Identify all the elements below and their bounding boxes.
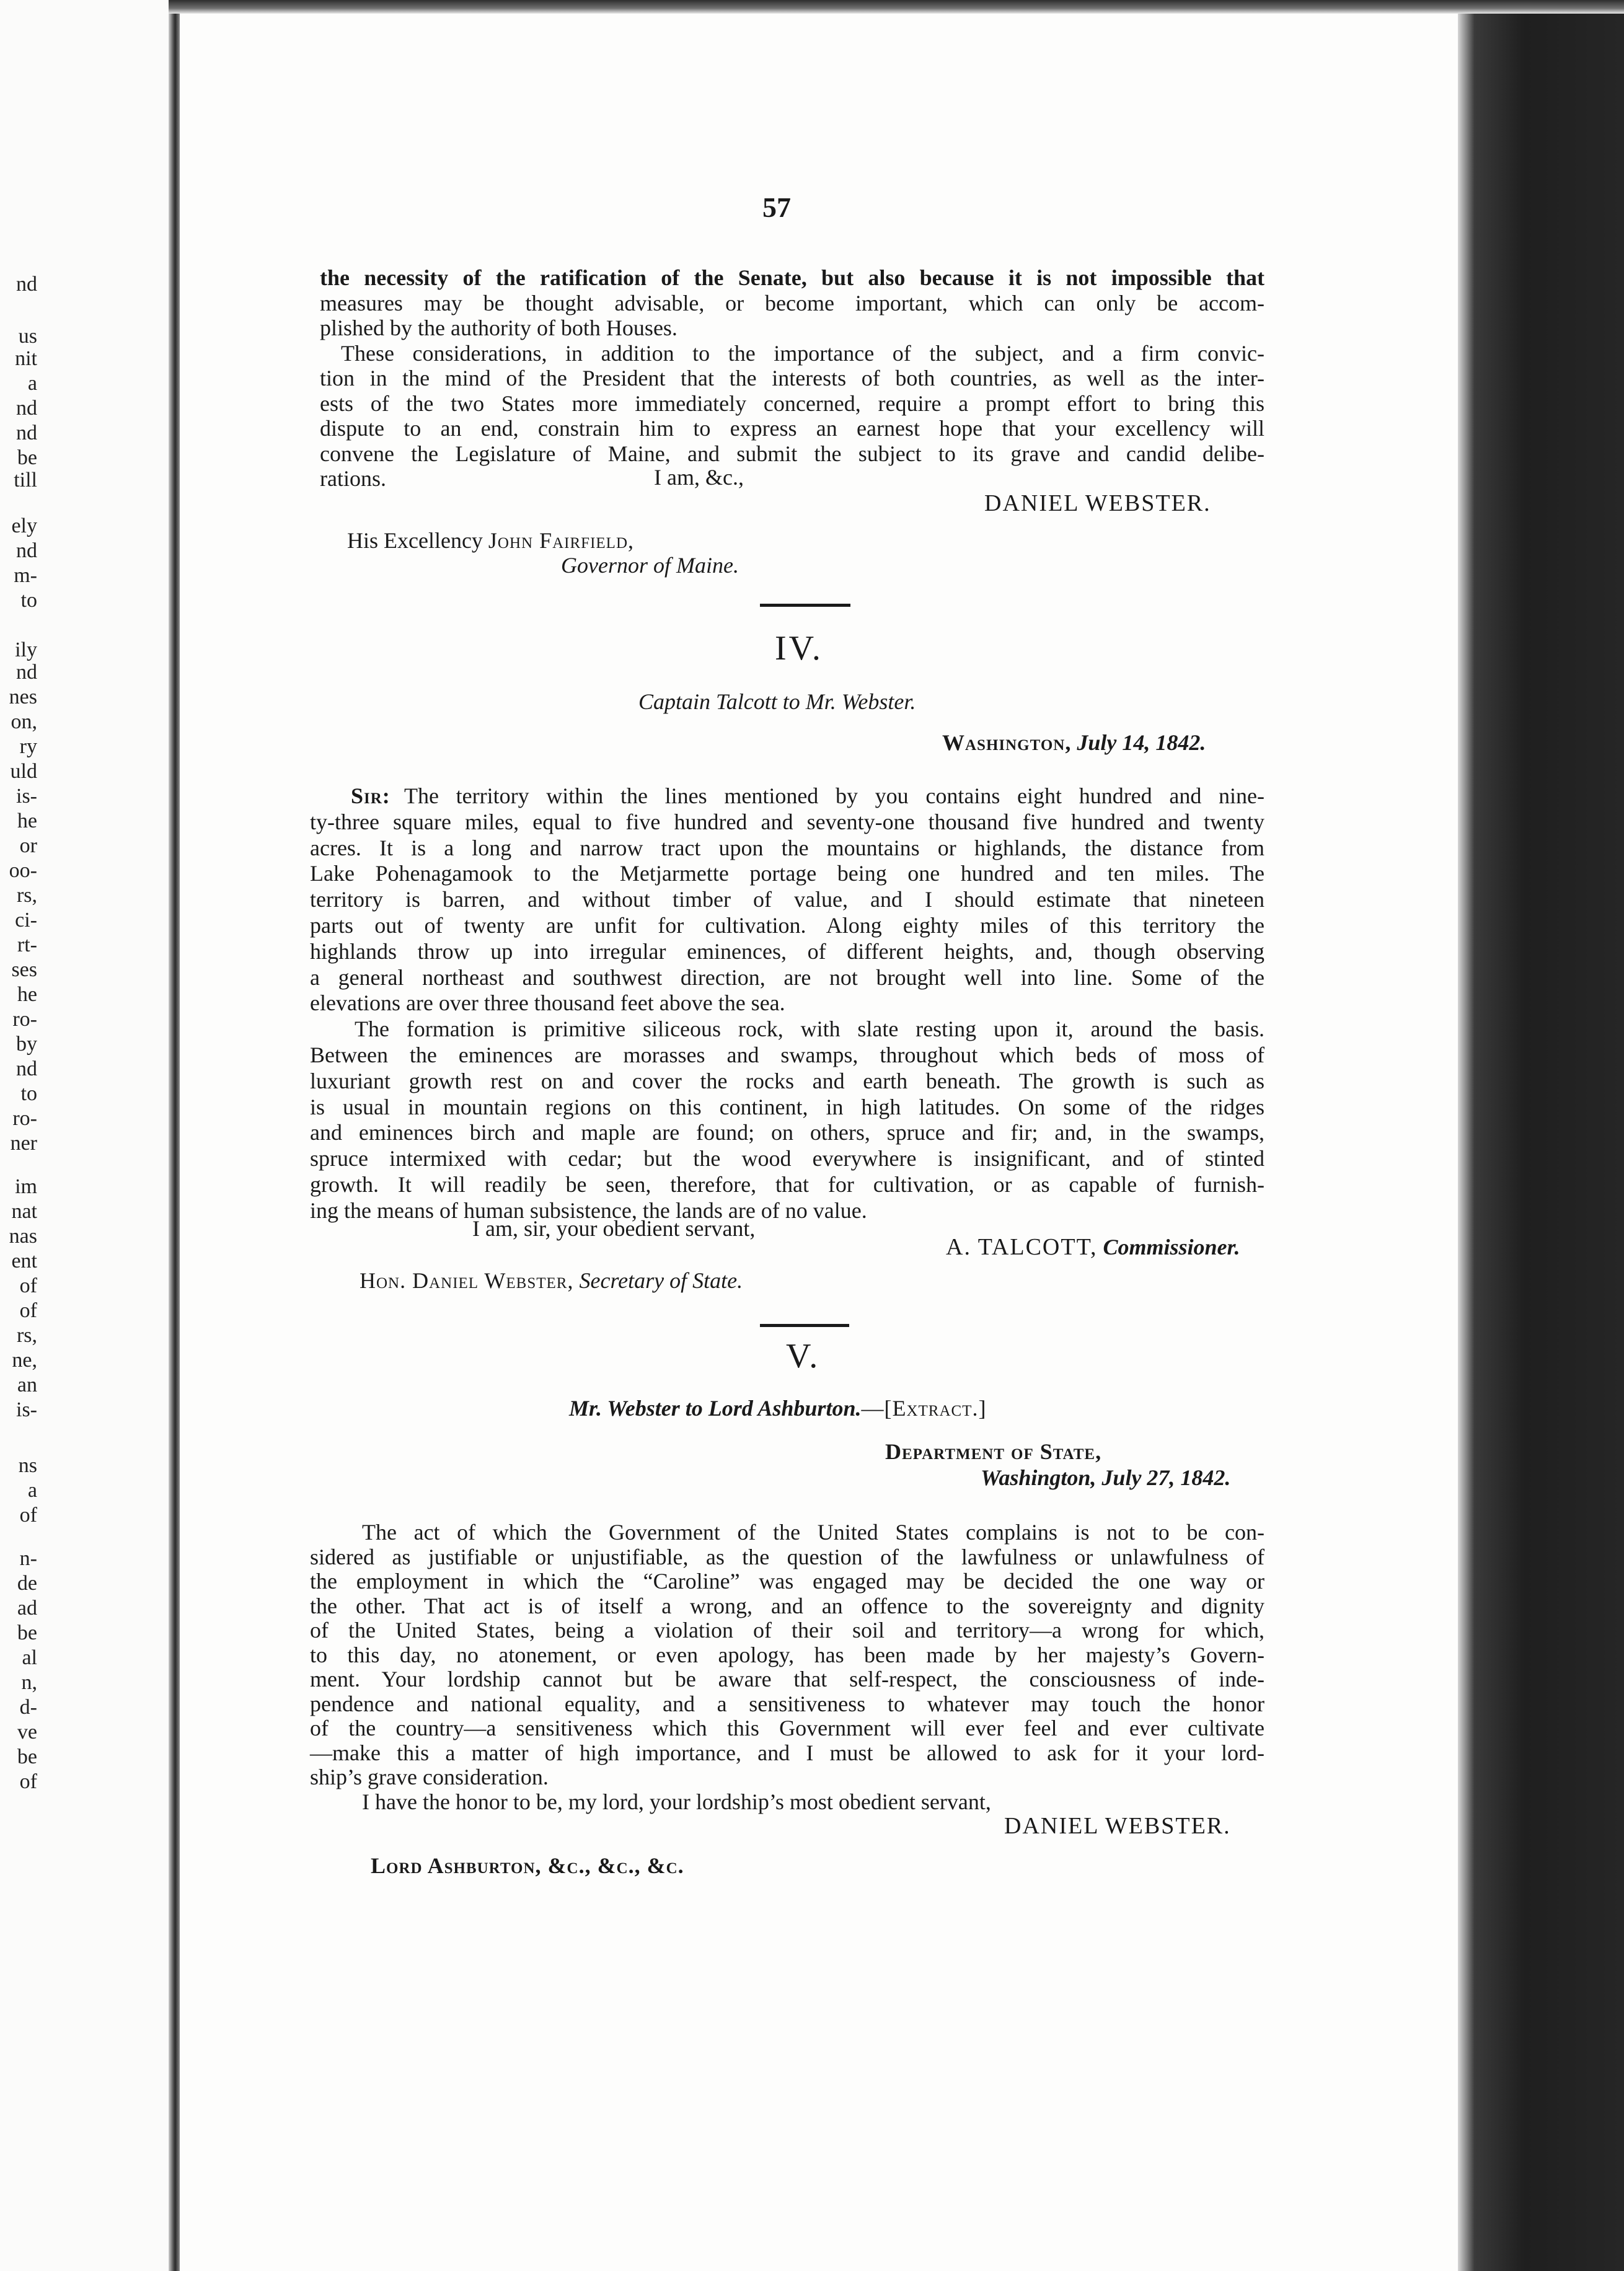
facing-page-fragment: ro- bbox=[12, 1008, 37, 1031]
binding-gutter bbox=[169, 0, 180, 2271]
facing-page-fragment: to bbox=[20, 1082, 37, 1105]
section-divider bbox=[760, 1324, 849, 1327]
letter-5-date: Washington, July 27, 1842. bbox=[981, 1465, 1231, 1490]
letter-3-addressee-title: Governor of Maine. bbox=[561, 553, 739, 578]
facing-page-fragment: nd bbox=[16, 273, 37, 296]
facing-page-fragment: ent bbox=[11, 1250, 37, 1272]
addressee-prefix: His Excellency bbox=[347, 528, 488, 553]
letter-5-heading: Mr. Webster to Lord Ashburton. bbox=[569, 1396, 862, 1421]
letter-4-addressee bbox=[360, 1268, 743, 1293]
letter-4-signature: A. TALCOTT, bbox=[946, 1234, 1098, 1260]
body-line: I have the honor to be, my lord, your lordship’s most obedient servant, bbox=[362, 1789, 991, 1814]
facing-page-fragment: ily bbox=[15, 638, 37, 661]
facing-page-fragment: or bbox=[19, 834, 37, 857]
facing-page-fragment: ely bbox=[11, 514, 37, 537]
facing-page-fragment: of bbox=[19, 1274, 37, 1297]
facing-page-fragment: ci- bbox=[15, 909, 37, 932]
facing-page-fragment: nes bbox=[9, 686, 37, 708]
body-line: The act of which the Government of the United States complains is not to be con- bbox=[362, 1520, 1264, 1545]
facing-page-fragment: a bbox=[27, 372, 37, 395]
body-line: acres. It is a long and narrow tract upon the mountains or highlands, the distance from bbox=[310, 835, 1264, 860]
body-line: the other. That act is of itself a wrong, and an offence to the sovereignty and dignity bbox=[310, 1593, 1264, 1618]
letter-5-heading-tag: —[Extract.] bbox=[861, 1396, 987, 1421]
body-line: These considerations, in addition to the importance of the subject, and a firm convic- bbox=[341, 340, 1264, 366]
addressee-name: Hon. Daniel Webster, bbox=[360, 1268, 574, 1293]
body-line: of the United States, being a violation of their soil and territory—a wrong for which, bbox=[310, 1618, 1264, 1643]
body-line: Between the eminences are morasses and swamps, throughout which beds of moss of bbox=[310, 1043, 1264, 1067]
letter-4-salutation: Sir: bbox=[351, 783, 391, 808]
facing-page-fragment: n, bbox=[21, 1671, 37, 1694]
facing-page-fragment: of bbox=[19, 1770, 37, 1793]
letter-4-heading: Captain Talcott to Mr. Webster. bbox=[638, 689, 916, 714]
body-line: ty-three square miles, equal to five hundred and seventy-one thousand five hundred and twenty bbox=[310, 809, 1264, 834]
facing-page-fragment: nd bbox=[16, 397, 37, 420]
body-line: The territory within the lines mentioned by you contains eight hundred and nine- bbox=[404, 783, 1264, 808]
facing-page-fragment: ve bbox=[17, 1721, 37, 1744]
body-line: a general northeast and southwest direction, are not brought well into line. Some of the bbox=[310, 964, 1264, 990]
body-line: rations. bbox=[320, 466, 386, 491]
body-line: luxuriant growth rest on and cover the rocks and earth beneath. The growth is such as bbox=[310, 1068, 1264, 1093]
body-line: elevations are over three thousand feet above the sea. bbox=[310, 990, 785, 1016]
facing-page-fragment: rs, bbox=[16, 884, 37, 907]
page-number: 57 bbox=[762, 192, 791, 223]
facing-page-fragment: nd bbox=[16, 661, 37, 684]
body-line: ment. Your lordship cannot but be aware that self-respect, the consciousness of inde- bbox=[310, 1667, 1264, 1691]
body-line: to this day, no atonement, or even apology, has been made by her majesty’s Govern- bbox=[310, 1642, 1264, 1667]
facing-page-fragment: nit bbox=[15, 347, 37, 370]
facing-page-fragment: nat bbox=[11, 1200, 37, 1223]
body-line: the employment in which the “Caroline” was engaged may be decided the one way or bbox=[310, 1569, 1264, 1594]
addressee-name: John Fairfield, bbox=[488, 528, 634, 553]
facing-page-fragment: us bbox=[18, 325, 37, 348]
body-line: —make this a matter of high importance, and I must be allowed to ask for it your lord- bbox=[310, 1740, 1264, 1765]
body-line: pendence and national equality, and a sensitiveness to whatever may touch the honor bbox=[310, 1691, 1264, 1716]
body-line: Lake Pohenagamook to the Metjarmette portage being one hundred and ten miles. The bbox=[310, 861, 1264, 886]
facing-page-fragment: of bbox=[19, 1504, 37, 1527]
facing-page-fragment: till bbox=[14, 469, 37, 492]
letter-5-heading-line bbox=[569, 1396, 986, 1421]
letter-4-signature-line bbox=[946, 1235, 1240, 1259]
facing-page-fragment: is- bbox=[16, 785, 37, 808]
facing-page-fragment: d- bbox=[19, 1696, 37, 1719]
facing-page-fragment: al bbox=[22, 1646, 37, 1669]
facing-page-fragment: rs, bbox=[16, 1324, 37, 1347]
facing-page-fragment: ns bbox=[18, 1454, 37, 1477]
facing-page-fragment: de bbox=[17, 1572, 37, 1595]
facing-page-fragment: uld bbox=[10, 760, 37, 783]
facing-page-fragment: he bbox=[17, 983, 37, 1006]
section-divider bbox=[760, 604, 850, 607]
facing-page-fragment: n- bbox=[19, 1547, 37, 1570]
body-line: ship’s grave consideration. bbox=[310, 1765, 549, 1789]
facing-page-fragment: to bbox=[20, 589, 37, 612]
facing-page-fragment: oo- bbox=[9, 859, 37, 882]
letter-4-date: July 14, 1842. bbox=[1071, 730, 1206, 755]
body-line: ests of the two States more immediately concerned, require a prompt effort to bring this bbox=[320, 390, 1264, 416]
body-line: ing the means of human subsistence, the lands are of no value. bbox=[310, 1197, 867, 1223]
facing-page-fragment: be bbox=[17, 1745, 37, 1768]
body-line: territory is barren, and without timber of value, and I should estimate that nineteen bbox=[310, 887, 1264, 912]
facing-page-fragment: he bbox=[17, 809, 37, 832]
facing-page-fragment: nas bbox=[9, 1225, 37, 1248]
facing-page-fragment: be bbox=[17, 1621, 37, 1644]
facing-page-fragment: of bbox=[19, 1299, 37, 1322]
facing-page-fragment: a bbox=[27, 1479, 37, 1502]
body-line: measures may be thought advisable, or become important, which can only be accom- bbox=[320, 290, 1264, 315]
body-line: growth. It will readily be seen, therefore, that for cultivation, or as capable of furnish- bbox=[310, 1172, 1264, 1197]
facing-page-fragment: an bbox=[17, 1374, 37, 1396]
facing-page-fragment: m- bbox=[14, 564, 37, 587]
letter-4-closing: I am, sir, your obedient servant, bbox=[472, 1216, 756, 1241]
facing-page-fragment: nd bbox=[16, 539, 37, 562]
body-line: parts out of twenty are unfit for cultivation. Along eighty miles of this territory the bbox=[310, 913, 1264, 938]
facing-page-fragment: ro- bbox=[12, 1107, 37, 1130]
body-line: the necessity of the ratification of the Senate, but also because it is not impossible that bbox=[320, 265, 1264, 290]
letter-4-place: Washington, bbox=[942, 730, 1072, 755]
facing-page-fragment: rt- bbox=[17, 933, 37, 956]
body-line: tion in the mind of the President that the interests of both countries, as well as the inter- bbox=[320, 366, 1264, 390]
section-numeral-iv: IV. bbox=[775, 629, 823, 668]
body-line: is usual in mountain regions on this continent, in high latitudes. On some of the ridges bbox=[310, 1094, 1264, 1119]
letter-4-dateline bbox=[942, 730, 1206, 755]
facing-page-fragment: ne, bbox=[12, 1349, 37, 1372]
page-edge-shadow bbox=[1458, 0, 1624, 2271]
letter-5-signature: DANIEL WEBSTER. bbox=[1004, 1813, 1231, 1839]
body-line: spruce intermixed with cedar; but the wood everywhere is insignificant, and of stinted bbox=[310, 1146, 1264, 1171]
facing-page-fragment: ad bbox=[17, 1597, 37, 1620]
body-line: dispute to an end, constrain him to express an earnest hope that your excellency will bbox=[320, 416, 1264, 441]
body-line: convene the Legislature of Maine, and submit the subject to its grave and candid delibe- bbox=[320, 441, 1264, 466]
letter-3-signature: DANIEL WEBSTER. bbox=[984, 490, 1211, 516]
letter-4-signature-title: Commissioner. bbox=[1097, 1235, 1240, 1259]
top-edge-shadow bbox=[169, 0, 1624, 14]
body-line: and eminences birch and maple are found; on others, spruce and fir; and, in the swamps, bbox=[310, 1120, 1264, 1145]
section-numeral-v: V. bbox=[786, 1337, 821, 1375]
facing-page-fragment: ry bbox=[19, 735, 37, 758]
facing-page-fragment: ses bbox=[11, 958, 37, 981]
body-line: plished by the authority of both Houses. bbox=[320, 315, 677, 340]
facing-page bbox=[0, 0, 169, 2271]
facing-page-fragment: is- bbox=[16, 1398, 37, 1421]
body-line: of the country—a sensitiveness which this Government will ever feel and ever cultivate bbox=[310, 1716, 1264, 1740]
body-line: sidered as justifiable or unjustifiable, as the question of the lawfulness or unlawfulness of bbox=[310, 1544, 1264, 1569]
facing-page-fragment: on, bbox=[11, 710, 37, 733]
letter-5-addressee: Lord Ashburton, &c., &c., &c. bbox=[371, 1853, 684, 1878]
letter-5-place: Department of State, bbox=[885, 1439, 1102, 1464]
body-line: highlands throw up into irregular eminences, of different heights, and, though observing bbox=[310, 938, 1264, 964]
letter-3-closing: I am, &c., bbox=[654, 465, 744, 490]
facing-page-fragment: nd bbox=[16, 1057, 37, 1080]
letter-3-addressee bbox=[347, 528, 634, 553]
body-line: The formation is primitive siliceous rock, with slate resting upon it, around the basis. bbox=[355, 1016, 1264, 1042]
facing-page-fragment: im bbox=[15, 1175, 37, 1198]
addressee-title: Secretary of State. bbox=[573, 1268, 743, 1293]
facing-page-fragment: by bbox=[16, 1033, 37, 1056]
facing-page-fragment: nd bbox=[16, 421, 37, 444]
facing-page-fragment: ner bbox=[10, 1132, 37, 1155]
facing-page-fragment: be bbox=[17, 446, 37, 469]
